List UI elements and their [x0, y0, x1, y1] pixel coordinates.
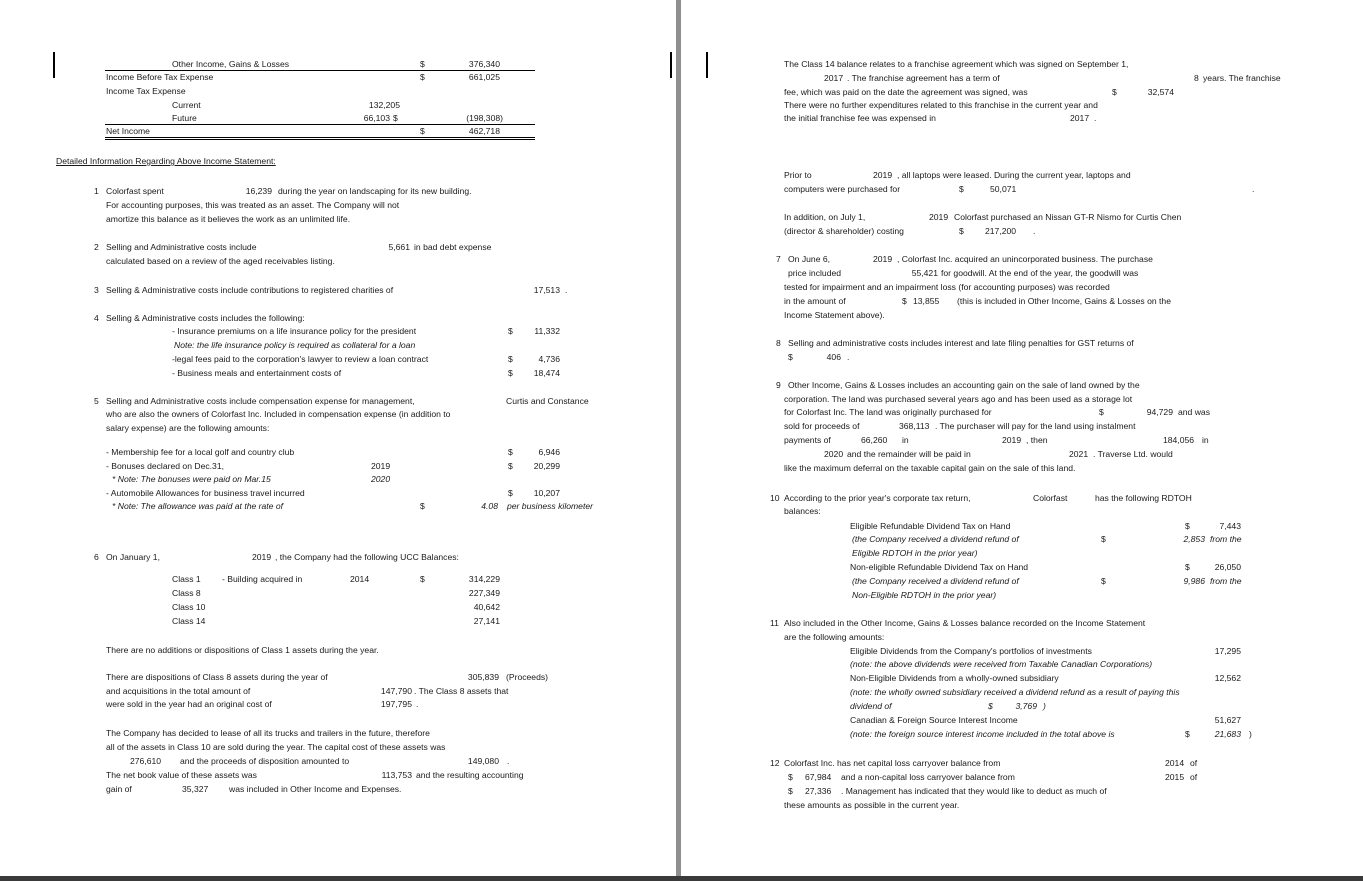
- item4-amount-a: 11,332: [534, 326, 560, 336]
- currency-symbol: $: [788, 772, 793, 782]
- item6-para: There are dispositions of Class 8 assets during the year of: [106, 672, 328, 682]
- ucc-class-value: 314,229: [468, 574, 500, 584]
- item7-text: , Colorfast Inc. acquired an unincorporated business. The purchase: [897, 254, 1153, 264]
- currency-symbol: $: [988, 701, 993, 711]
- currency-symbol: $: [508, 326, 513, 336]
- item12-text: of: [1190, 772, 1198, 782]
- item12-text: and a non-capital loss carryover balance from: [841, 772, 1015, 782]
- item9-text: like the maximum deferral on the taxable capital gain on the sale of this land.: [784, 463, 1076, 473]
- currency-symbol: $: [788, 352, 793, 362]
- noneligible-dividends-value: 12,562: [1214, 673, 1241, 683]
- item7-text: for goodwill. At the end of the year, the goodwill was: [941, 268, 1139, 278]
- noneligible-dividends-label: Non-Eligible Dividends from a wholly-owned subsidiary: [850, 673, 1059, 683]
- class10-nbv: 113,753: [381, 770, 412, 780]
- currency-symbol: $: [1185, 521, 1190, 531]
- item12-text: . Management has indicated that they would like to deduct as much of: [841, 786, 1107, 796]
- period: .: [1094, 113, 1097, 123]
- class14-text: fee, which was paid on the date the agreement was signed, was: [784, 87, 1028, 97]
- item9-text: Other Income, Gains & Losses includes an accounting gain on the sale of land owned by the: [788, 380, 1140, 390]
- item9-text: , then: [1026, 435, 1048, 445]
- before-tax-value: 661,025: [468, 72, 500, 82]
- item7-year: 2019: [873, 254, 893, 264]
- item11-note: (note: the foreign source interest income included in the total above is: [850, 729, 1115, 739]
- detail-heading: Detailed Information Regarding Above Income Statement:: [56, 156, 276, 166]
- item6-para: were sold in the year had an original cost of: [106, 699, 272, 709]
- divider: [105, 70, 535, 71]
- item9-text: in: [902, 435, 909, 445]
- ucc-class-name: Class 10: [172, 602, 206, 612]
- item11-note: (note: the wholly owned subsidiary received a dividend refund as a result of paying this: [850, 687, 1180, 697]
- noneligible-rdtoh-label: Non-eligible Refundable Dividend Tax on Hand: [850, 562, 1029, 572]
- item6-para: (Proceeds): [506, 672, 549, 682]
- item6-para: and the proceeds of disposition amounted to: [180, 756, 350, 766]
- penalty-amount: 406: [826, 352, 841, 362]
- ucc-class-desc: - Building acquired in: [222, 574, 303, 584]
- class10-gain: 35,327: [182, 784, 209, 794]
- item4-amount-c: 18,474: [533, 368, 560, 378]
- currency-symbol: $: [959, 184, 964, 194]
- ucc-class-name: Class 8: [172, 588, 201, 598]
- ucc-class-year: 2014: [350, 574, 370, 584]
- item4-line-c: - Business meals and entertainment costs of: [172, 368, 342, 378]
- item5-text: who are also the owners of Colorfast Inc. Included in compensation expense (in addition to: [106, 409, 451, 419]
- instalment-2020: 184,056: [1163, 435, 1195, 445]
- page-border-left: [706, 52, 708, 78]
- laptops-text: In addition, on July 1,: [784, 212, 866, 222]
- current-tax-value: 132,205: [368, 100, 400, 110]
- class14-text: The Class 14 balance relates to a franchise agreement which was signed on September 1,: [784, 59, 1129, 69]
- period: .: [847, 352, 850, 362]
- period: .: [507, 756, 510, 766]
- item-number: 6: [94, 552, 99, 562]
- other-income-value: 376,340: [468, 59, 500, 69]
- item4-amount-b: 4,736: [538, 354, 560, 364]
- item10-note: Eligible RDTOH in the prior year): [852, 548, 978, 558]
- currency-symbol: $: [1185, 562, 1190, 572]
- eligible-rdtoh-value: 7,443: [1219, 521, 1241, 531]
- future-tax-label: Future: [172, 113, 197, 123]
- item9-year: 2019: [1002, 435, 1022, 445]
- item3-text: Selling & Administrative costs include contributions to registered charities of: [106, 285, 394, 295]
- before-tax-label: Income Before Tax Expense: [106, 72, 214, 82]
- close-paren: ): [1249, 729, 1252, 739]
- currency-symbol: $: [959, 226, 964, 236]
- item10-text: has the following RDTOH: [1095, 493, 1192, 503]
- item9-year: 2021: [1069, 449, 1089, 459]
- laptops-text: (director & shareholder) costing: [784, 226, 904, 236]
- item5-year: 2019: [371, 461, 391, 471]
- item5-year: 2020: [371, 474, 391, 484]
- item6-para: The Company has decided to lease of all its trucks and trailers in the future, therefore: [106, 728, 430, 738]
- total-tax-value: (198,308): [466, 113, 503, 123]
- item6-text: , the Company had the following UCC Balances:: [275, 552, 459, 562]
- future-tax-value: 66,103: [363, 113, 390, 123]
- period: .: [565, 285, 568, 295]
- currency-symbol: $: [420, 574, 425, 584]
- currency-symbol: $: [1112, 87, 1117, 97]
- class8-acquisitions: 147,790: [380, 686, 412, 696]
- subsidiary-dividend-value: 3,769: [1015, 701, 1037, 711]
- right-page: [681, 0, 1363, 876]
- item-number: 12: [770, 758, 780, 768]
- item7-text: tested for impairment and an impairment loss (for accounting purposes) was recorded: [784, 282, 1110, 292]
- item9-text: and was: [1178, 407, 1211, 417]
- item7-text: On June 6,: [788, 254, 831, 264]
- item9-text: . The purchaser will pay for the land using instalment: [935, 421, 1136, 431]
- currency-symbol: $: [1101, 534, 1106, 544]
- item5-rate: 4.08: [481, 501, 498, 511]
- item6-para: and acquisitions in the total amount of: [106, 686, 251, 696]
- class8-proceeds: 305,839: [467, 672, 499, 682]
- item7-text: (this is included in Other Income, Gains & Losses on the: [957, 296, 1171, 306]
- item-number: 3: [94, 285, 99, 295]
- class14-text: the initial franchise fee was expensed in: [784, 113, 936, 123]
- item-number: 8: [776, 338, 781, 348]
- currency-symbol: $: [902, 296, 907, 306]
- currency-symbol: $: [508, 368, 513, 378]
- item9-text: payments of: [784, 435, 831, 445]
- laptops-text: , all laptops were leased. During the current year, laptops and: [897, 170, 1131, 180]
- left-page: [0, 0, 676, 876]
- land-proceeds: 368,113: [899, 421, 930, 431]
- eligible-refund-value: 2,853: [1183, 534, 1205, 544]
- item5-note: * Note: The bonuses were paid on Mar.15: [112, 474, 271, 484]
- instalment-2019: 66,260: [861, 435, 888, 445]
- laptops-text: Prior to: [784, 170, 812, 180]
- item9-text: . Traverse Ltd. would: [1093, 449, 1173, 459]
- item5-text: Selling and Administrative costs include compensation expense for management,: [106, 396, 415, 406]
- currency-symbol: $: [420, 126, 425, 136]
- item9-text: sold for proceeds of: [784, 421, 860, 431]
- item7-text: in the amount of: [784, 296, 846, 306]
- item12-text: Colorfast Inc. has net capital loss carryover balance from: [784, 758, 1001, 768]
- item11-note: (note: the above dividends were received from Taxable Canadian Corporations): [850, 659, 1153, 669]
- item9-text: in: [1202, 435, 1209, 445]
- item-number: 7: [776, 254, 781, 264]
- item7-text: Income Statement above).: [784, 310, 885, 320]
- item9-text: corporation. The land was purchased several years ago and has been used as a storage lot: [784, 394, 1133, 404]
- net-income-value: 462,718: [468, 126, 500, 136]
- item11-note: ): [1043, 701, 1046, 711]
- item10-note: from the: [1210, 576, 1242, 586]
- item12-text: these amounts as possible in the current year.: [784, 800, 960, 810]
- item10-note: Non-Eligible RDTOH in the prior year): [852, 590, 997, 600]
- period: .: [1252, 184, 1255, 194]
- item1-text: For accounting purposes, this was treated as an asset. The Company will not: [106, 200, 400, 210]
- eligible-rdtoh-label: Eligible Refundable Dividend Tax on Hand: [850, 521, 1011, 531]
- item-number: 11: [770, 618, 779, 628]
- item6-para: . The Class 8 assets that: [414, 686, 509, 696]
- class10-capital-cost: 276,610: [130, 756, 162, 766]
- item4-text: Selling & Administrative costs includes the following:: [106, 313, 305, 323]
- item5-rate-unit: per business kilometer: [507, 501, 593, 511]
- item6-year: 2019: [252, 552, 272, 562]
- currency-symbol: $: [420, 501, 425, 511]
- item-number: 4: [94, 313, 99, 323]
- item-number: 5: [94, 396, 99, 406]
- net-income-label: Net Income: [106, 126, 150, 136]
- franchise-fee: 32,574: [1147, 87, 1174, 97]
- item5-amount-c: 10,207: [533, 488, 560, 498]
- item7-text: price included: [788, 268, 842, 278]
- item9-year: 2020: [824, 449, 844, 459]
- item11-text: Also included in the Other Income, Gains & Losses balance recorded on the Income Statement: [784, 618, 1146, 628]
- period: .: [1033, 226, 1036, 236]
- item3-amount: 17,513: [533, 285, 560, 295]
- interest-income-value: 51,627: [1214, 715, 1241, 725]
- item10-text: According to the prior year's corporate tax return,: [784, 493, 971, 503]
- class14-year: 2017: [824, 73, 844, 83]
- current-tax-label: Current: [172, 100, 201, 110]
- item5-amount-a: 6,946: [538, 447, 560, 457]
- tax-expense-label: Income Tax Expense: [106, 86, 186, 96]
- other-income-label: Other Income, Gains & Losses: [172, 59, 290, 69]
- item10-text: balances:: [784, 506, 821, 516]
- item1-text: Colorfast spent: [106, 186, 164, 196]
- item10-note: from the: [1210, 534, 1242, 544]
- item9-text: for Colorfast Inc. The land was originally purchased for: [784, 407, 992, 417]
- class8-original-cost: 197,795: [380, 699, 412, 709]
- ucc-class-value: 27,141: [473, 616, 500, 626]
- non-capital-loss: 27,336: [805, 786, 832, 796]
- class14-year: 2017: [1070, 113, 1090, 123]
- item2-text: calculated based on a review of the aged receivables listing.: [106, 256, 335, 266]
- class14-text: years. The franchise: [1203, 73, 1281, 83]
- item1-text: during the year on landscaping for its new building.: [278, 186, 472, 196]
- class14-text: . The franchise agreement has a term of: [847, 73, 1000, 83]
- item6-text: On January 1,: [106, 552, 160, 562]
- item6-para: There are no additions or dispositions of Class 1 assets during the year.: [106, 645, 379, 655]
- item4-note: Note: the life insurance policy is required as collateral for a loan: [174, 340, 416, 350]
- item2-text: in bad debt expense: [414, 242, 492, 252]
- eligible-dividends-value: 17,295: [1214, 646, 1241, 656]
- double-underline: [105, 137, 535, 140]
- item11-note: dividend of: [850, 701, 892, 711]
- item10-note: (the Company received a dividend refund of: [852, 534, 1019, 544]
- laptops-text: Colorfast purchased an Nissan GT-R Nismo for Curtis Chen: [954, 212, 1182, 222]
- item-number: 1: [94, 186, 99, 196]
- item-number: 9: [776, 380, 781, 390]
- currency-symbol: $: [1185, 729, 1190, 739]
- foreign-interest-value: 21,683: [1214, 729, 1241, 739]
- currency-symbol: $: [508, 488, 513, 498]
- item10-note: (the Company received a dividend refund of: [852, 576, 1019, 586]
- item5-line-a: - Membership fee for a local golf and country club: [106, 447, 295, 457]
- ucc-class-name: Class 14: [172, 616, 206, 626]
- currency-symbol: $: [420, 59, 425, 69]
- franchise-term: 8: [1194, 73, 1199, 83]
- item4-line-a: - Insurance premiums on a life insurance policy for the president: [172, 326, 417, 336]
- period: .: [416, 699, 419, 709]
- land-cost: 94,729: [1146, 407, 1173, 417]
- eligible-dividends-label: Eligible Dividends from the Company's portfolios of investments: [850, 646, 1092, 656]
- item-number: 10: [770, 493, 780, 503]
- item6-para: all of the assets in Class 10 are sold during the year. The capital cost of these assets was: [106, 742, 446, 752]
- item8-text: Selling and administrative costs includes interest and late filing penalties for GST returns of: [788, 338, 1134, 348]
- item4-line-b: -legal fees paid to the corporation's lawyer to review a loan contract: [172, 354, 429, 364]
- item6-para: and the resulting accounting: [416, 770, 524, 780]
- goodwill-amount: 55,421: [911, 268, 938, 278]
- class10-proceeds: 149,080: [467, 756, 499, 766]
- noneligible-rdtoh-value: 26,050: [1214, 562, 1241, 572]
- item9-text: and the remainder will be paid in: [847, 449, 971, 459]
- item5-text: salary expense) are the following amounts:: [106, 423, 270, 433]
- page-border-left: [53, 52, 55, 78]
- laptops-year: 2019: [873, 170, 893, 180]
- currency-symbol: $: [393, 113, 398, 123]
- ucc-class-value: 40,642: [473, 602, 500, 612]
- impairment-amount: 13,855: [913, 296, 940, 306]
- item5-note: * Note: The allowance was paid at the rate of: [112, 501, 284, 511]
- currency-symbol: $: [508, 447, 513, 457]
- item12-year: 2015: [1165, 772, 1185, 782]
- net-capital-loss: 67,984: [805, 772, 832, 782]
- divider: [105, 124, 535, 125]
- item1-amount: 16,239: [245, 186, 272, 196]
- noneligible-refund-value: 9,986: [1183, 576, 1205, 586]
- laptops-year: 2019: [929, 212, 949, 222]
- page-border-right: [670, 52, 672, 78]
- currency-symbol: $: [1101, 576, 1106, 586]
- item5-line-b: - Bonuses declared on Dec.31,: [106, 461, 224, 471]
- currency-symbol: $: [788, 786, 793, 796]
- ucc-class-value: 227,349: [468, 588, 500, 598]
- company-name: Colorfast: [1033, 493, 1068, 503]
- laptops-amount: 50,071: [990, 184, 1017, 194]
- interest-income-label: Canadian & Foreign Source Interest Income: [850, 715, 1018, 725]
- item5-line-c: - Automobile Allowances for business travel incurred: [106, 488, 305, 498]
- item2-text: Selling and Administrative costs include: [106, 242, 257, 252]
- item12-year: 2014: [1165, 758, 1185, 768]
- bottom-scroll-strip: [0, 876, 1363, 881]
- item6-para: gain of: [106, 784, 132, 794]
- item-number: 2: [94, 242, 99, 252]
- class14-text: There were no further expenditures related to this franchise in the current year and: [784, 100, 1098, 110]
- item5-amount-b: 20,299: [533, 461, 560, 471]
- item6-para: The net book value of these assets was: [106, 770, 257, 780]
- ucc-class-name: Class 1: [172, 574, 201, 584]
- car-cost: 217,200: [985, 226, 1017, 236]
- item2-amount: 5,661: [388, 242, 410, 252]
- item11-text: are the following amounts:: [784, 632, 885, 642]
- currency-symbol: $: [508, 354, 513, 364]
- item5-owners: Curtis and Constance: [506, 396, 589, 406]
- item12-text: of: [1190, 758, 1198, 768]
- laptops-text: computers were purchased for: [784, 184, 901, 194]
- currency-symbol: $: [420, 72, 425, 82]
- currency-symbol: $: [1099, 407, 1104, 417]
- currency-symbol: $: [508, 461, 513, 471]
- item6-para: was included in Other Income and Expenses.: [229, 784, 402, 794]
- item1-text: amortize this balance as it believes the work as an unlimited life.: [106, 214, 351, 224]
